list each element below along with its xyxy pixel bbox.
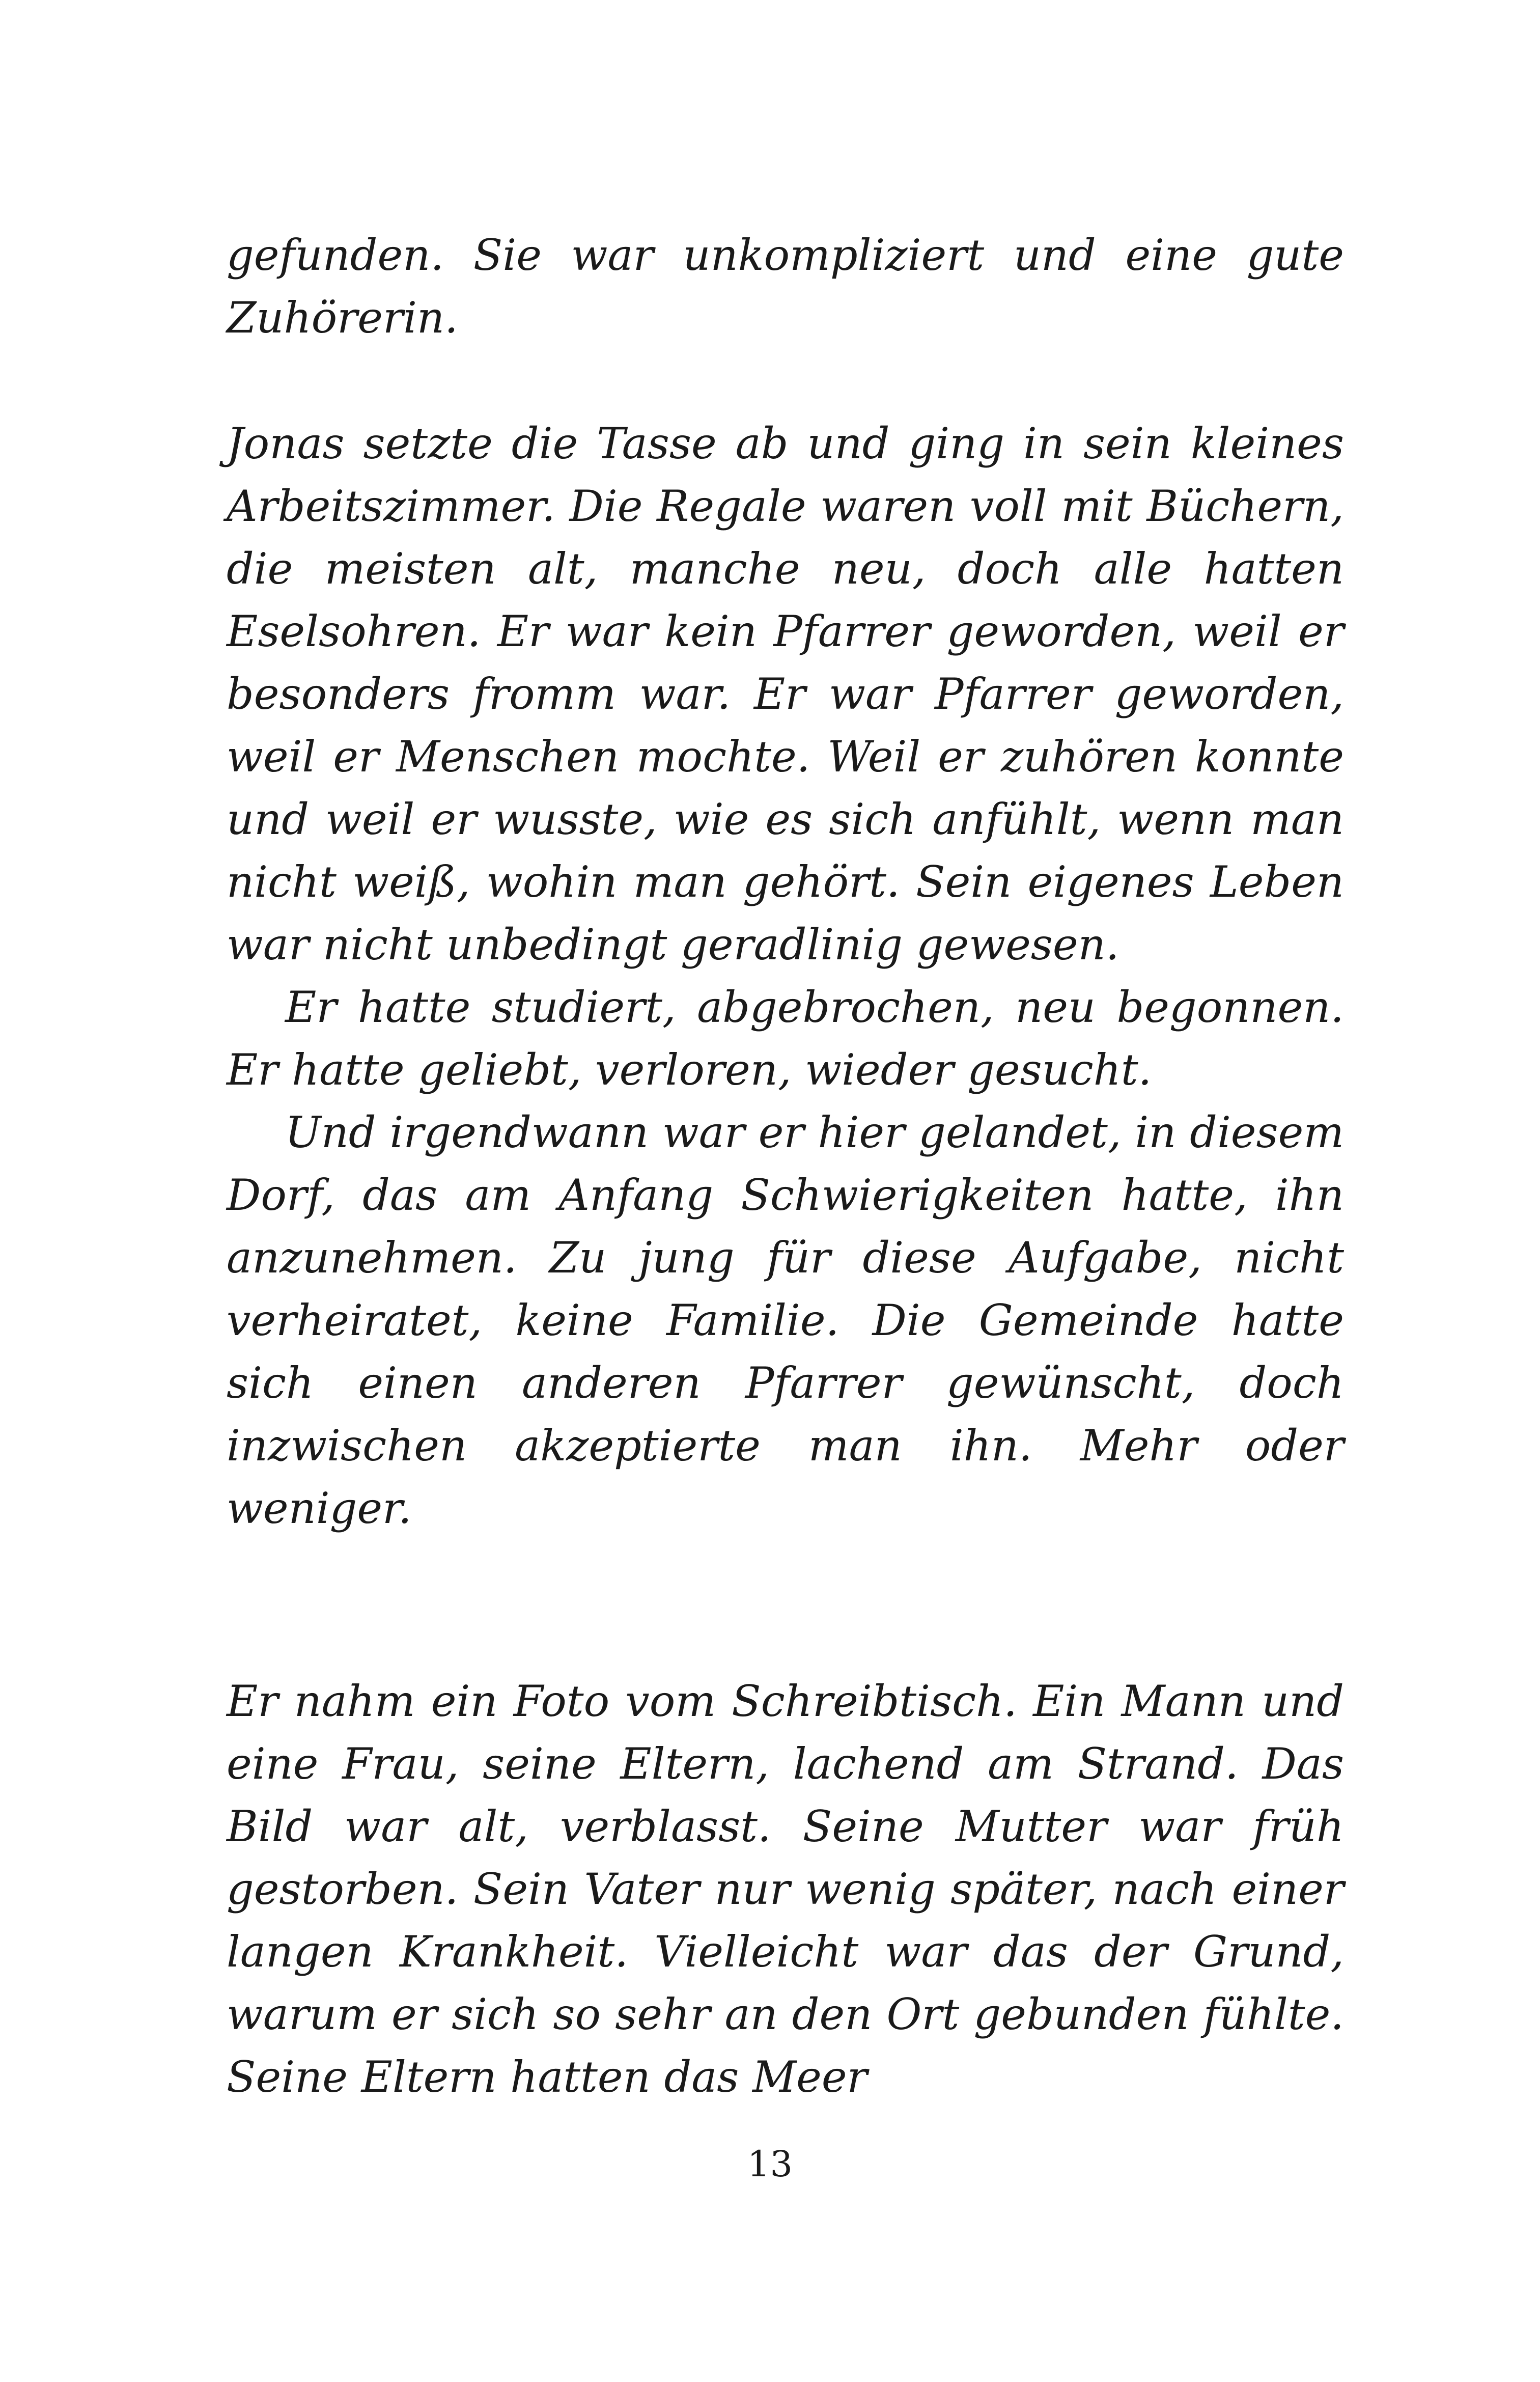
text-section-3 bbox=[227, 1670, 1344, 2109]
paragraph-3: Er hatte studiert, abgebrochen, neu begonnen. Er hatte geliebt, verloren, wieder gesucht. bbox=[227, 982, 1344, 1095]
paragraph-4: Und irgendwann war er hier gelandet, in diesem Dorf, das am Anfang Schwierigkeiten hatte, ihn anzunehmen. Zu jung für diese Aufgabe, nicht verheiratet, keine Familie. Die Gemeinde hatte sich einen anderen Pfarrer gewünscht, doch inzwischen akzeptierte man ihn. Mehr oder weniger. bbox=[227, 1107, 1344, 1533]
paragraph-2: Jonas setzte die Tasse ab und ging in sein kleines Arbeitszimmer. Die Regale waren voll mit Büchern, die meisten alt, manche neu, doch alle hatten Eselsohren. Er war kein Pfarrer geworden, weil er besonders fromm war. Er war Pfarrer geworden, weil er Menschen mochte. Weil er zuhören konnte und weil er wusste, wie es sich anfühlt, wenn man nicht weiß, wohin man gehört. Sein eigenes Leben war nicht unbedingt geradlinig gewesen. bbox=[227, 419, 1344, 970]
text-section-2 bbox=[227, 412, 1344, 1540]
paragraph-1: gefunden. Sie war unkompliziert und eine gute Zuhörerin. bbox=[227, 230, 1344, 343]
page-number: 13 bbox=[747, 2143, 793, 2185]
text-section-1 bbox=[227, 224, 1344, 349]
paragraph-5: Er nahm ein Foto vom Schreibtisch. Ein Mann und eine Frau, seine Eltern, lachend am Strand. Das Bild war alt, verblasst. Seine Mutter war früh gestorben. Sein Vater nur wenig später, nach einer langen Krankheit. Vielleicht war das der Grund, warum er sich so sehr an den Ort gebunden fühlte. Seine Eltern hatten das Meer bbox=[227, 1676, 1344, 2102]
